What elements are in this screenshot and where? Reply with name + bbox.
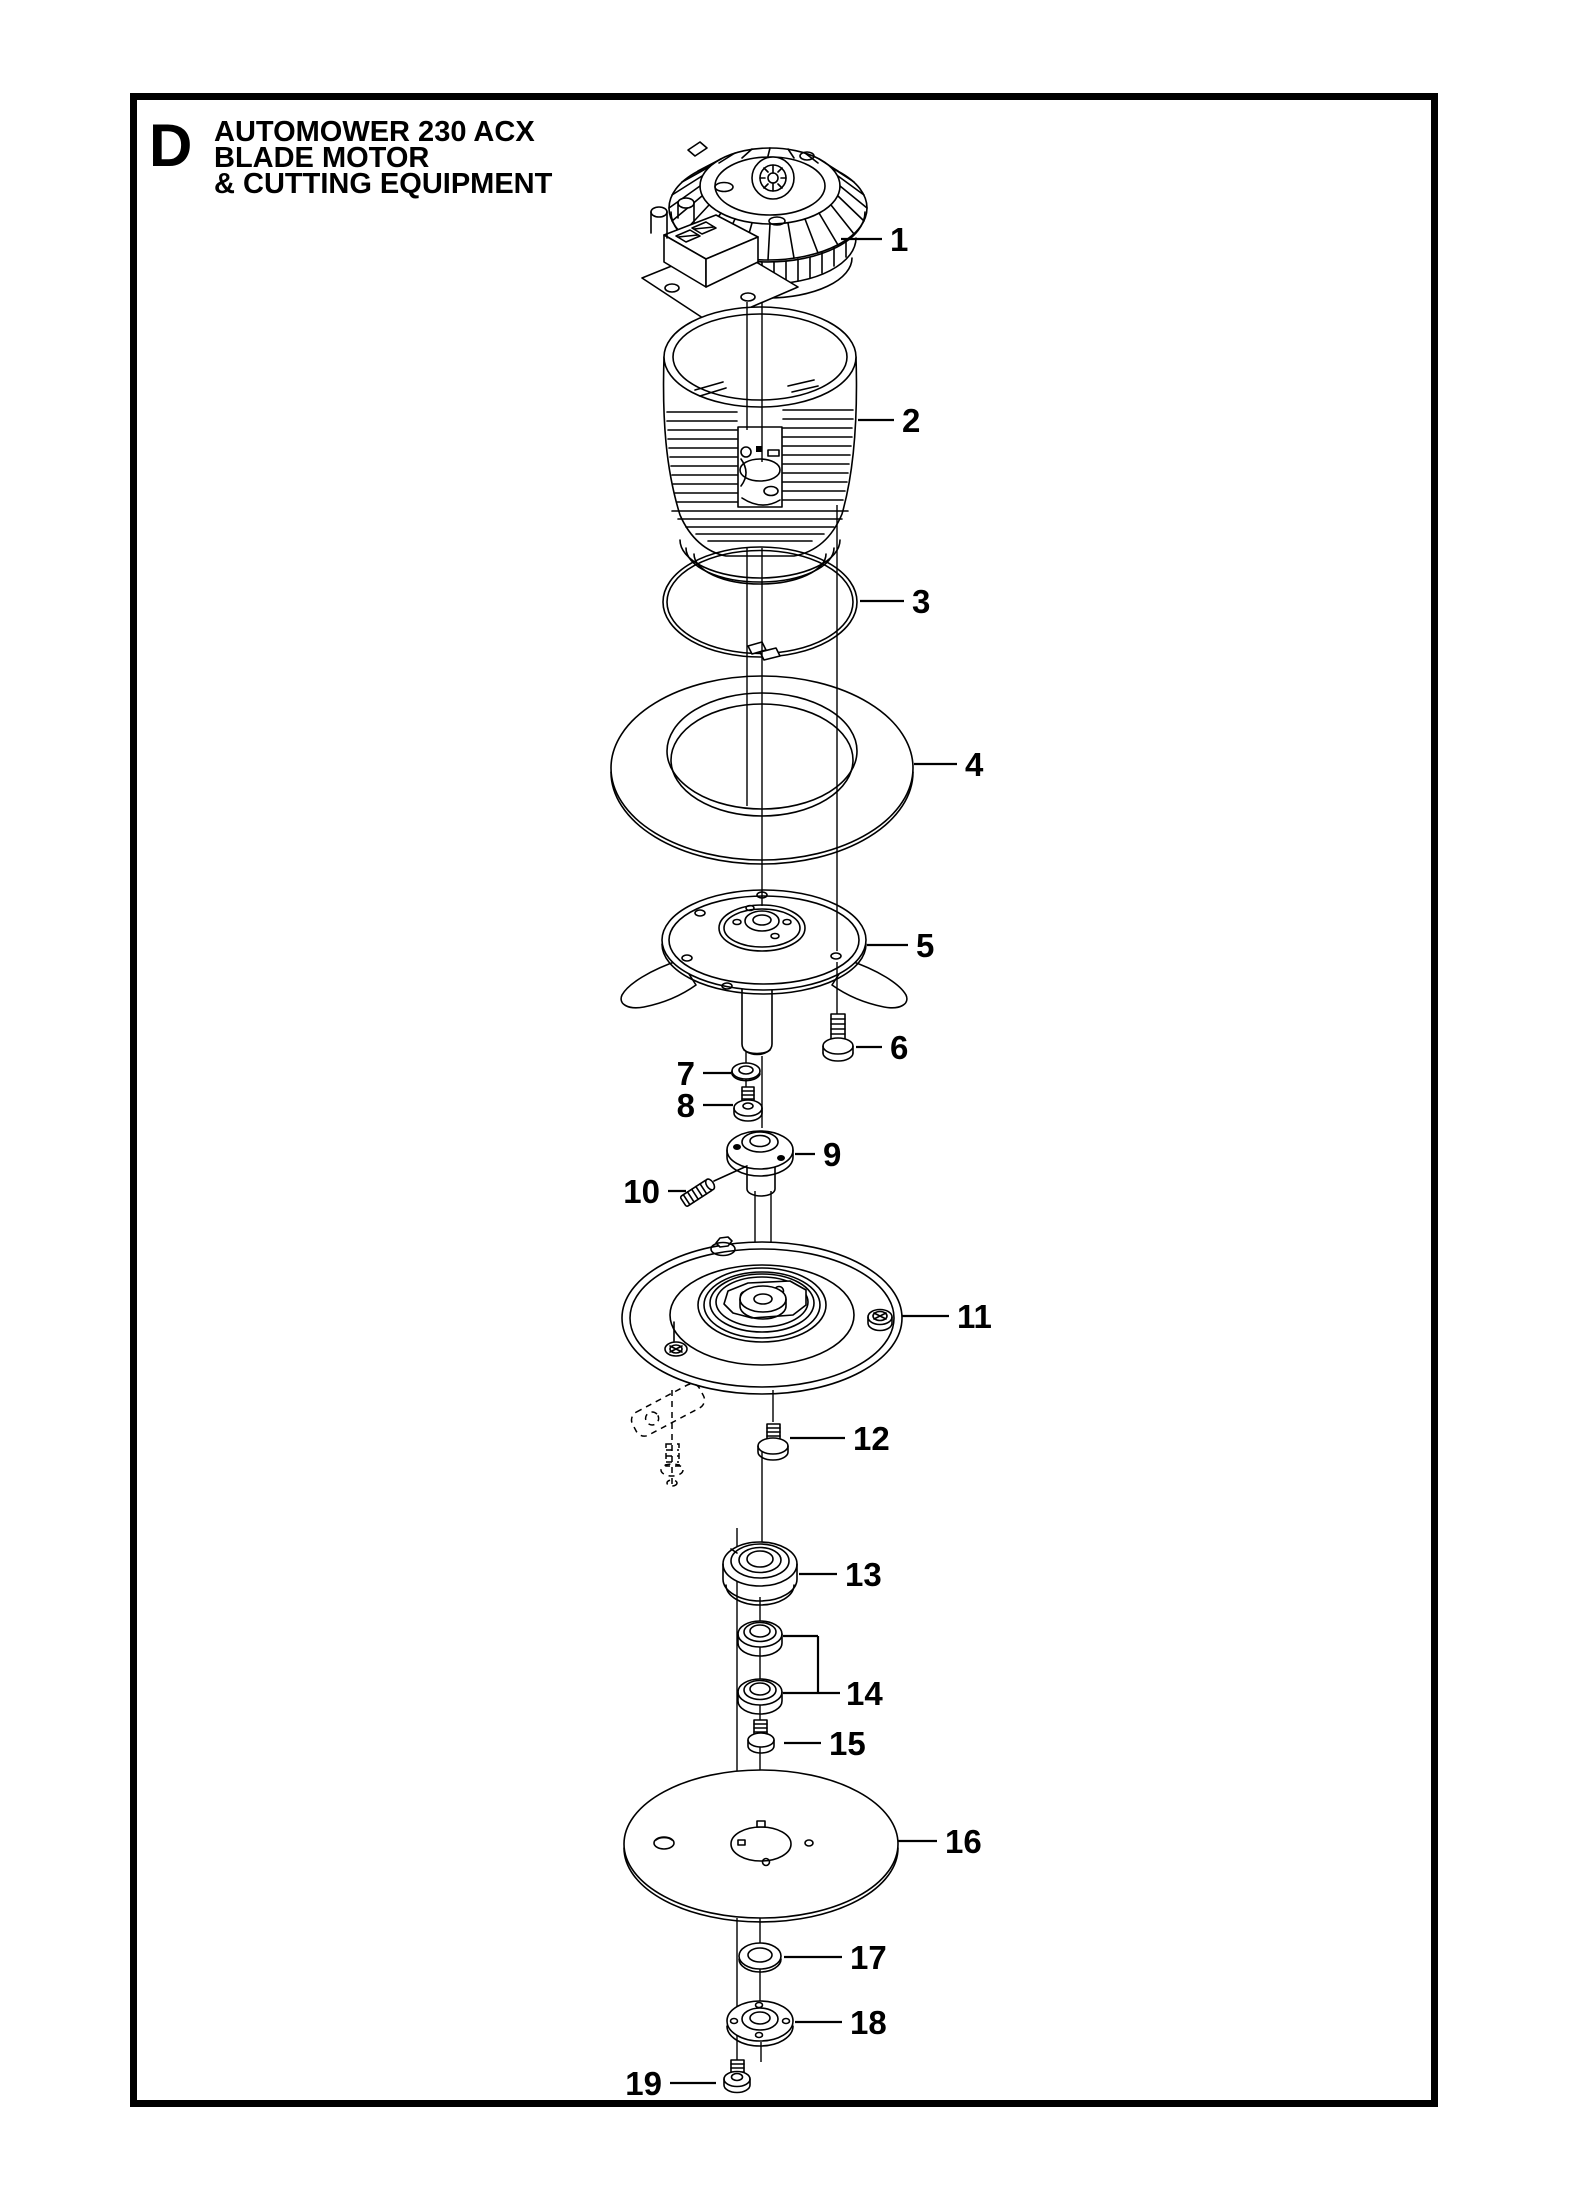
axis-bottom	[737, 1918, 760, 2066]
blade-shaft-tube	[742, 980, 772, 1055]
part-3-sealing-ring	[663, 547, 857, 660]
part-1-blade-motor	[642, 142, 867, 324]
callout-18: 18	[850, 2004, 887, 2041]
part-17-washer	[739, 1943, 781, 1972]
callout-4: 4	[965, 746, 984, 783]
callout-19: 19	[625, 2065, 662, 2102]
part-8-screw	[734, 1087, 762, 1121]
ghost-blade-and-screw	[628, 1381, 707, 1487]
part-5-carrier-plate	[621, 890, 907, 1055]
callout-15: 15	[829, 1725, 866, 1762]
part-19-screw	[724, 2060, 750, 2093]
callout-13: 13	[845, 1556, 882, 1593]
callout-14: 14	[846, 1675, 883, 1712]
page-title-line1: AUTOMOWER 230 ACX	[214, 116, 535, 148]
callout-12: 12	[853, 1420, 890, 1457]
callout-2: 2	[902, 402, 921, 439]
callout-9: 9	[823, 1136, 842, 1173]
part-10-set-screw	[680, 1166, 747, 1207]
callout-10: 10	[623, 1173, 660, 1210]
callout-6: 6	[890, 1029, 909, 1066]
part-13-bearing	[723, 1542, 797, 1605]
callout-11: 11	[957, 1298, 992, 1335]
page-title-line3: & CUTTING EQUIPMENT	[214, 168, 553, 200]
callout-16: 16	[945, 1823, 982, 1860]
part-15-screw	[748, 1720, 774, 1753]
callout-3: 3	[912, 583, 931, 620]
part-2-motor-housing	[664, 307, 857, 584]
page-header	[149, 112, 553, 200]
callout-8: 8	[676, 1087, 695, 1124]
part-6-screw	[823, 1014, 853, 1061]
section-letter: D	[149, 112, 193, 179]
motor-fan	[752, 157, 794, 199]
callout-1: 1	[890, 221, 909, 258]
part-7-washer	[732, 1063, 760, 1081]
callout-17: 17	[850, 1939, 887, 1976]
callout-7: 7	[676, 1055, 695, 1092]
callout-5: 5	[916, 927, 935, 964]
part-16-skid-disc	[624, 1770, 898, 1922]
page-title-line2: BLADE MOTOR	[214, 142, 430, 174]
